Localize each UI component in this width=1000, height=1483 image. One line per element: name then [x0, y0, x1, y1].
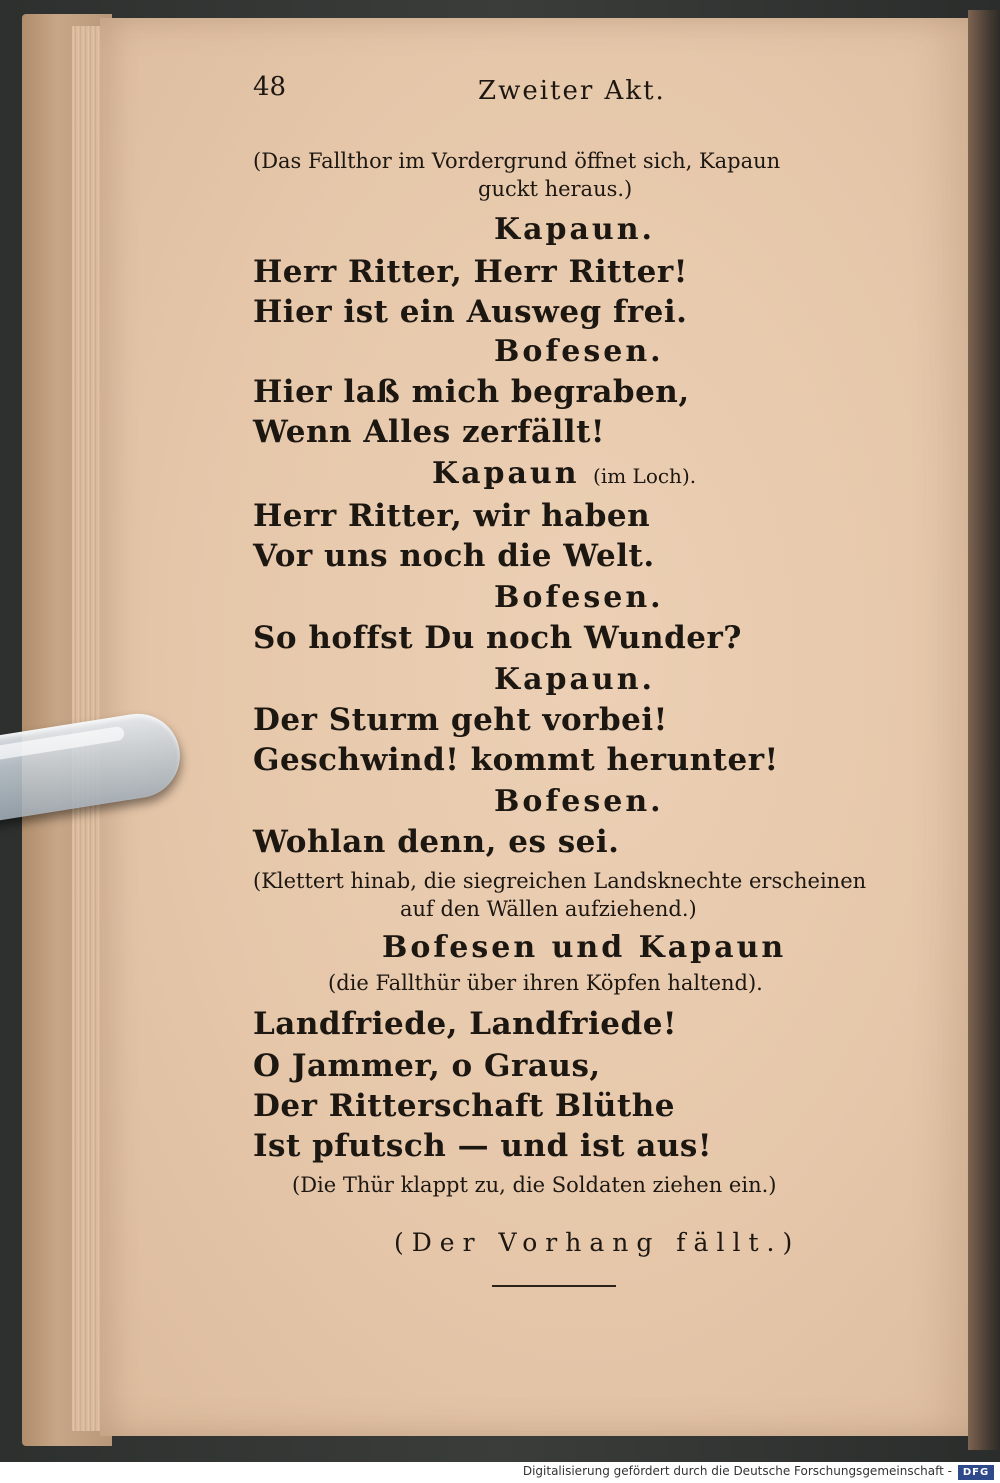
clip-highlight: [0, 726, 125, 763]
verse-line: Ist pfutsch — und ist aus!: [253, 1128, 712, 1164]
verse-line: So hoffst Du noch Wunder?: [253, 620, 742, 656]
verse-line: Der Ritterschaft Blüthe: [253, 1088, 675, 1124]
running-head: Zweiter Akt.: [478, 76, 666, 106]
speaker-name: Kapaun.: [494, 662, 655, 697]
verse-line: Geschwind! kommt herunter!: [253, 742, 779, 778]
stage-direction: auf den Wällen aufziehend.): [400, 897, 697, 921]
verse-line: Der Sturm geht vorbei!: [253, 702, 668, 738]
speaker-name-text: Kapaun: [432, 456, 580, 491]
footer-credit: Digitalisierung gefördert durch die Deutsche Forschungsgemeinschaft -: [522, 1464, 952, 1478]
verse-line: Hier laß mich begraben,: [253, 374, 690, 410]
verse-line: Wohlan denn, es sei.: [253, 824, 620, 860]
verse-line: Herr Ritter, wir haben: [253, 498, 651, 534]
speaker-name: Kapaun.: [494, 212, 655, 247]
verse-line: Landfriede, Landfriede!: [253, 1006, 678, 1042]
verse-line: Wenn Alles zerfällt!: [253, 414, 606, 450]
speaker-name: Bofesen.: [494, 334, 664, 369]
page-number: 48: [253, 72, 287, 102]
verse-line: Hier ist ein Ausweg frei.: [253, 294, 688, 330]
digitization-footer: [0, 1462, 1000, 1483]
curtain-direction: (Der Vorhang fällt.): [394, 1228, 801, 1257]
stage-direction: (die Fallthür über ihren Köpfen haltend).: [328, 971, 763, 995]
inline-stage-direction: (im Loch).: [593, 464, 697, 488]
verse-line: O Jammer, o Graus,: [253, 1048, 601, 1084]
speaker-name: Bofesen und Kapaun: [382, 930, 787, 965]
verse-line: Vor uns noch die Welt.: [253, 538, 655, 574]
book-spine-shadow: [968, 10, 1000, 1450]
verse-line: Herr Ritter, Herr Ritter!: [253, 254, 688, 290]
end-rule: [492, 1285, 616, 1287]
speaker-name: Bofesen.: [494, 580, 664, 615]
stage-direction: (Klettert hinab, die siegreichen Landsknechte erscheinen: [253, 869, 867, 893]
speaker-name: Bofesen.: [494, 784, 664, 819]
stage-direction: (Die Thür klappt zu, die Soldaten ziehen ein.): [292, 1173, 777, 1197]
stage-direction: (Das Fallthor im Vordergrund öffnet sich, Kapaun: [253, 149, 781, 173]
speaker-name: [432, 456, 696, 491]
stage-direction: guckt heraus.): [478, 177, 633, 201]
dfg-logo: DFG: [958, 1465, 994, 1480]
